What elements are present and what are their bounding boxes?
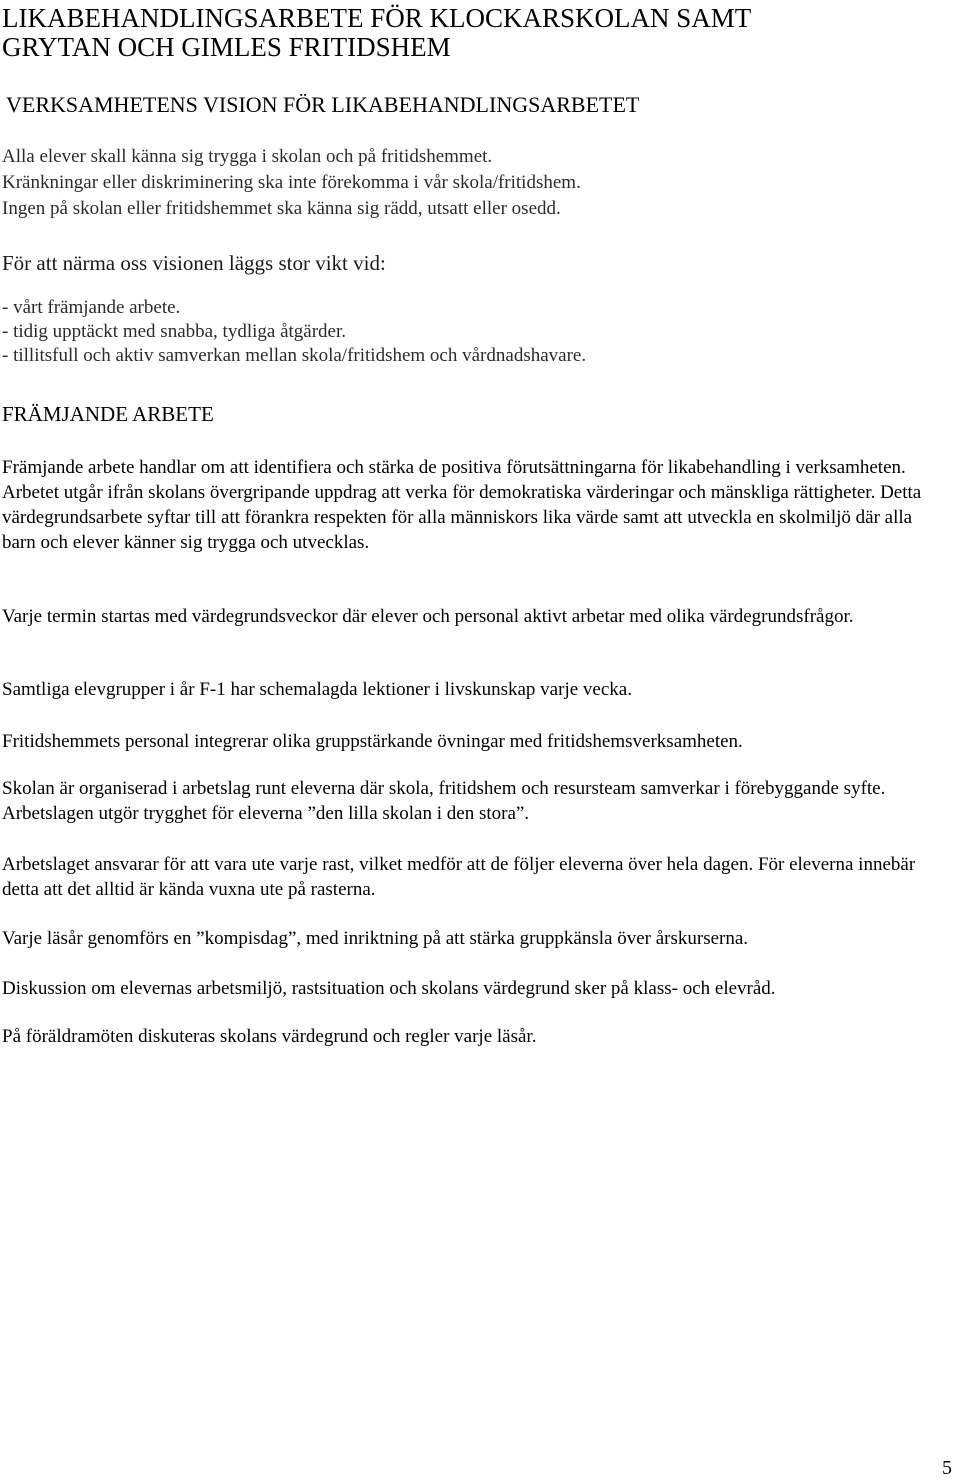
paragraph-arbetslag: Skolan är organiserad i arbetslag runt eleverna där skola, fritidshem och resursteam samverkar i förebyggande syfte. Arbetslagen utgör trygghet för eleverna ”den lilla skolan i den stora”. [2,778,886,824]
focus-list [2,296,942,368]
title-line-2: GRYTAN OCH GIMLES FRITIDSHEM [2,32,451,62]
focus-list-item: - vårt främjande arbete. [2,297,181,318]
page-number: 5 [942,1457,952,1479]
document-title [2,4,952,62]
paragraph-framjande-arbete: Främjande arbete handlar om att identifiera och stärka de positiva förutsättningarna för likabehandling i verksamheten. Arbetet utgår ifrån skolans övergripande uppdrag att verka för demokratiska värderingar och mänskliga rättigheter. Detta värdegrundsarbete syftar till att förankra respekten för alla människors lika värde samt att utveckla en skolmiljö där alla barn och elever känner sig trygga och utvecklas. [2,457,922,553]
vision-line: Alla elever skall känna sig trygga i skolan och på fritidshemmet. [2,146,493,167]
paragraph-livskunskap: Samtliga elevgrupper i år F-1 har schemalagda lektioner i livskunskap varje vecka. [2,679,632,700]
focus-heading: För att närma oss visionen läggs stor vikt vid: [2,251,386,275]
paragraph-rast: Arbetslaget ansvarar för att vara ute varje rast, vilket medför att de följer eleverna över hela dagen. För eleverna innebär detta att det alltid är kända vuxna ute på rasterna. [2,854,916,900]
vision-line: Ingen på skolan eller fritidshemmet ska känna sig rädd, utsatt eller osedd. [2,198,561,219]
paragraph-elevrad: Diskussion om elevernas arbetsmiljö, rastsituation och skolans värdegrund sker på klass- och elevråd. [2,978,776,999]
focus-list-item: - tidig upptäckt med snabba, tydliga åtgärder. [2,321,347,342]
focus-list-item: - tillitsfull och aktiv samverkan mellan skola/fritidshem och vårdnadshavare. [2,345,587,366]
vision-heading: VERKSAMHETENS VISION FÖR LIKABEHANDLINGSARBETET [6,92,640,117]
paragraph-kompisdag: Varje läsår genomförs en ”kompisdag”, med inriktning på att stärka gruppkänsla över årskurserna. [2,928,749,949]
vision-statement [2,144,942,222]
vision-line: Kränkningar eller diskriminering ska inte förekomma i vår skola/fritidshem. [2,172,581,193]
title-line-1: LIKABEHANDLINGSARBETE FÖR KLOCKARSKOLAN SAMT [2,3,752,33]
section-heading-framjande-arbete: FRÄMJANDE ARBETE [2,402,214,426]
paragraph-foraldramoten: På föräldramöten diskuteras skolans värdegrund och regler varje läsår. [2,1026,537,1047]
paragraph-vardegrundsveckor: Varje termin startas med värdegrundsveckor där elever och personal aktivt arbetar med olika värdegrundsfrågor. [2,606,854,627]
paragraph-fritidshemmet: Fritidshemmets personal integrerar olika gruppstärkande övningar med fritidshemsverksamheten. [2,731,743,752]
